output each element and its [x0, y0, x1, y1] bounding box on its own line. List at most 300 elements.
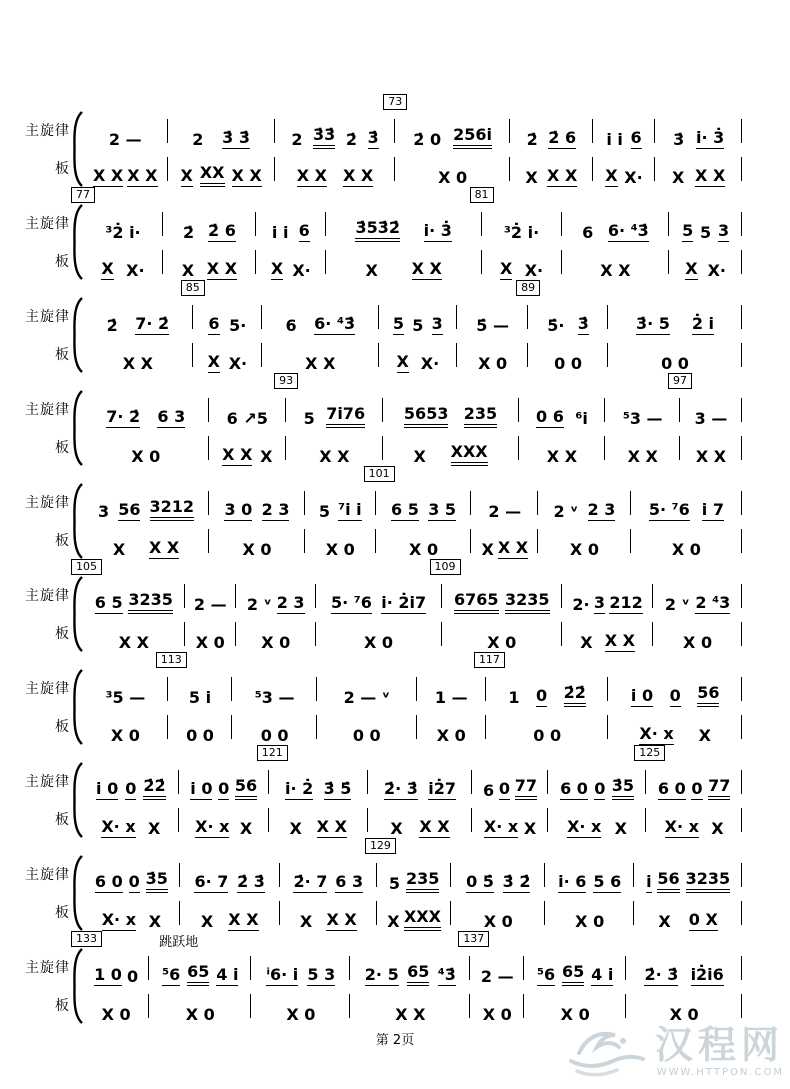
notes: X — [289, 818, 302, 838]
notes: 6 ↗5 — [226, 408, 268, 428]
ban-line — [463, 335, 522, 373]
beam-group: 0 6 — [536, 408, 564, 428]
notes: 0 0 — [661, 353, 689, 373]
system-brace-icon — [70, 576, 83, 652]
melody-line — [262, 204, 320, 242]
notes: X X — [546, 446, 578, 466]
beam-group: 4 i — [216, 966, 238, 986]
beam-group: X — [685, 260, 697, 280]
notes: 5 — [412, 315, 424, 335]
notes: 5 i — [188, 687, 212, 707]
beam-group: 3 0 — [224, 501, 252, 521]
ban-line — [382, 521, 466, 559]
system-labels — [14, 669, 70, 745]
beam-group: 6 — [208, 315, 219, 335]
ban-line — [199, 335, 256, 373]
measure-row — [83, 467, 742, 559]
measure — [76, 932, 149, 1024]
beam-group: X· x — [567, 818, 601, 838]
melody-line — [516, 111, 587, 149]
ban-line — [534, 335, 602, 373]
notes: 0 0 — [260, 725, 289, 745]
beam-group: X· x — [484, 818, 518, 838]
notes: X X — [600, 260, 631, 280]
system-labels — [14, 948, 70, 1024]
melody-line — [675, 204, 736, 242]
notes: 2 — — [488, 501, 522, 521]
ban-line — [568, 242, 664, 280]
measure-number-box: 137 — [458, 931, 489, 947]
melody-line — [275, 762, 362, 800]
melody-line — [89, 111, 162, 149]
beam-group: X — [397, 353, 409, 373]
notes: 1 — [508, 687, 520, 707]
measure — [478, 653, 609, 745]
ban-line — [530, 986, 620, 1024]
measure — [474, 188, 562, 280]
notes: X· — [228, 353, 248, 373]
melody-line — [323, 669, 411, 707]
ban-line — [89, 242, 157, 280]
beam-group: 2 3 — [262, 501, 290, 521]
ban-label: 板 — [55, 440, 70, 456]
measure — [236, 576, 316, 652]
ban-line — [155, 986, 245, 1024]
beam-group: 2̇ 3̇ — [237, 873, 265, 893]
beam-group: ⁵6 — [162, 966, 180, 986]
melody-line — [477, 483, 532, 521]
measure-row — [83, 746, 742, 838]
measure — [262, 297, 379, 373]
beam-group: X — [605, 167, 617, 187]
beam-group: X X — [127, 167, 157, 187]
beam-group: 0 — [691, 780, 702, 800]
ban-label: 板 — [55, 533, 70, 549]
notes: X — [672, 167, 685, 187]
ban-label: 板 — [55, 812, 70, 828]
beam-group: 3̇ — [368, 129, 379, 149]
notes: X· — [126, 260, 145, 280]
beam-group: 6 3 — [335, 873, 363, 893]
measure — [83, 762, 179, 838]
measure — [275, 111, 396, 187]
measure — [608, 669, 742, 745]
beam-group: X X — [419, 818, 449, 838]
measure — [160, 653, 233, 745]
measure-row — [76, 188, 742, 280]
expression-annotation: 跳跃地 — [159, 935, 199, 950]
notes: X 0 — [575, 911, 605, 931]
ban-line — [292, 428, 377, 466]
melody-line — [686, 390, 736, 428]
system-6 — [14, 559, 742, 652]
beam-group: 235 — [464, 405, 497, 428]
notes: X 0 — [195, 632, 225, 652]
notes: X 0 — [438, 167, 468, 187]
system-1 — [14, 94, 742, 187]
beam-group: ⁷i i — [338, 501, 362, 521]
beam-group: 7i76 — [326, 405, 365, 428]
measure — [168, 111, 275, 187]
ban-line — [516, 149, 587, 187]
measure — [76, 188, 163, 280]
melody-line — [478, 762, 542, 800]
watermark-site-url: WWW.HTTPON.COM — [656, 1067, 784, 1078]
beam-group: i2̇7 — [428, 780, 456, 800]
ban-line — [275, 800, 362, 838]
beam-group: 3̇· 5 — [636, 315, 670, 335]
melody-line — [89, 669, 162, 707]
melody-line — [637, 483, 736, 521]
notes: X 0 — [436, 725, 466, 745]
measure — [548, 762, 647, 838]
measure-number-box: 73 — [383, 94, 407, 110]
ban-line — [457, 893, 539, 931]
beam-group: 0 — [670, 687, 681, 707]
notes: X 0 — [683, 632, 713, 652]
beam-group: X X — [412, 260, 442, 280]
beam-group: XXX — [404, 908, 441, 931]
beam-group: 5· ⁷6 — [649, 501, 690, 521]
melody-line — [89, 297, 187, 335]
measure-number-box: 85 — [181, 280, 205, 296]
measure — [605, 390, 680, 466]
beam-group: 4 i — [591, 966, 613, 986]
system-labels — [14, 390, 70, 466]
system-brace-icon — [70, 111, 83, 187]
notes: X — [147, 818, 161, 838]
melody-line — [568, 204, 664, 242]
beam-group: X X — [695, 167, 725, 187]
notes: X 0 — [669, 1004, 699, 1024]
beam-group: 212 — [609, 594, 642, 614]
measure-number-box: 89 — [516, 280, 540, 296]
beam-group: X X — [317, 818, 347, 838]
notes: 3 — — [694, 408, 728, 428]
melody-line — [525, 390, 600, 428]
system-10 — [14, 931, 742, 1024]
notes: 3̇ — [673, 129, 685, 149]
measure — [368, 762, 473, 838]
beam-group: 0 X — [689, 911, 718, 931]
ban-line — [322, 614, 436, 652]
system-8 — [14, 745, 742, 838]
measure — [185, 576, 236, 652]
beam-group: 2̇· 3̇ — [644, 966, 678, 986]
notes: X 0 — [364, 632, 394, 652]
measure — [76, 560, 185, 652]
ban-line — [525, 428, 600, 466]
melody-line — [614, 297, 736, 335]
notes: X — [387, 911, 400, 931]
melody-line — [174, 669, 227, 707]
measure-number-box: 93 — [274, 373, 298, 389]
melody-line — [534, 297, 602, 335]
measure — [369, 839, 451, 931]
ban-label: 板 — [55, 347, 70, 363]
ban-line — [89, 800, 173, 838]
system-5 — [14, 466, 742, 559]
system-brace-icon — [70, 204, 83, 280]
beam-group: 2̇2̇ — [143, 777, 165, 800]
beam-group: 6 — [299, 222, 310, 242]
ban-label: 板 — [55, 161, 70, 177]
ban-line — [389, 428, 513, 466]
ban-label: 板 — [55, 254, 70, 270]
measure — [417, 669, 486, 745]
ban-line — [554, 800, 641, 838]
measure — [261, 746, 368, 838]
notes: X — [390, 818, 403, 838]
ban-line — [89, 707, 162, 745]
beam-group: 3235 — [686, 870, 731, 893]
measure — [673, 374, 742, 466]
beam-group: 2̇ 6 — [548, 129, 576, 149]
system-brace-icon — [70, 669, 83, 745]
ban-line — [89, 149, 162, 187]
measure-number-box: 109 — [430, 559, 461, 575]
beam-group: X X — [222, 446, 252, 466]
notes: ⁵3 — — [254, 687, 295, 707]
ban-line — [242, 614, 310, 652]
melody-line — [89, 948, 143, 986]
notes: ³5 — — [105, 687, 146, 707]
ban-line — [476, 986, 518, 1024]
melody-line — [199, 297, 256, 335]
melody-line — [568, 576, 647, 614]
notes: X X — [305, 353, 336, 373]
melody-line — [186, 855, 274, 893]
beam-group: 77 — [708, 777, 730, 800]
ban-line — [356, 986, 464, 1024]
notes: X 0 — [478, 353, 508, 373]
score-sheet — [14, 94, 742, 1024]
melody-line — [215, 483, 299, 521]
measure — [83, 297, 193, 373]
beam-group: X· x — [102, 911, 136, 931]
melody-line — [448, 576, 557, 614]
measure — [83, 111, 168, 187]
beam-group: 6 5 — [391, 501, 419, 521]
ban-line — [323, 707, 411, 745]
beam-group: 235 — [406, 870, 439, 893]
measure-number-box: 105 — [71, 559, 102, 575]
measure — [562, 204, 670, 280]
beam-group: 3̇5 — [146, 870, 168, 893]
beam-group: i2̇i6 — [691, 966, 724, 986]
ban-line — [652, 800, 736, 838]
ban-line — [448, 614, 557, 652]
beam-group: 3̇ 5̇ — [324, 780, 352, 800]
melody-line — [385, 297, 451, 335]
beam-group: 2̇· 3̇ — [384, 780, 418, 800]
measure — [305, 483, 376, 559]
notes: X — [413, 446, 426, 466]
ban-line — [262, 242, 320, 280]
notes: X· — [420, 353, 440, 373]
beam-group: i· 3̇ — [424, 222, 452, 242]
melody-label: 主旋律 — [25, 216, 70, 232]
measure — [326, 204, 482, 280]
notes: X 0 — [487, 632, 517, 652]
beam-group: 5 — [682, 222, 693, 242]
notes: X — [698, 725, 711, 745]
notes: 2· — [572, 594, 590, 614]
notes: X 0 — [131, 446, 161, 466]
melody-line — [611, 390, 674, 428]
measure — [83, 669, 168, 745]
notes: X X — [319, 446, 350, 466]
beam-group: 6765 — [454, 591, 499, 614]
beam-group: X — [500, 260, 512, 280]
melody-line — [632, 948, 736, 986]
beam-group: 5653 — [404, 405, 449, 428]
ban-line — [89, 428, 203, 466]
measure — [279, 374, 383, 466]
measure-row — [83, 653, 742, 745]
beam-group: 6 0 — [560, 780, 588, 800]
melody-line — [169, 204, 250, 242]
measure-row — [83, 95, 742, 187]
beam-group: 56 — [657, 870, 679, 893]
notes: 5̇ — — [476, 315, 509, 335]
measure — [368, 467, 472, 559]
notes: X 0 — [242, 539, 272, 559]
ban-line — [169, 242, 250, 280]
notes: 0 0 — [352, 725, 381, 745]
beam-group: i· 3̇ — [696, 129, 724, 149]
notes: 5 — [388, 873, 401, 893]
ban-line — [614, 707, 736, 745]
beam-group: X X — [498, 539, 528, 559]
beam-group: X X — [228, 911, 258, 931]
ban-label: 板 — [55, 905, 70, 921]
ban-line — [174, 149, 269, 187]
beam-group: 0 — [594, 780, 605, 800]
beam-group: XXX — [451, 443, 488, 466]
notes: 2̇ 0 — [413, 129, 442, 149]
ban-line — [640, 893, 736, 931]
notes: 2 — — [193, 594, 227, 614]
notes: 2̇ — [106, 315, 118, 335]
notes: 2 ᵛ — [553, 501, 579, 521]
beam-group: 5 — [393, 315, 404, 335]
ban-line — [632, 986, 736, 1024]
beam-group: 6 0 — [95, 873, 123, 893]
notes: i i — [271, 222, 289, 242]
page-number: 第 2页 — [375, 1033, 415, 1048]
melody-line — [661, 111, 736, 149]
notes: X X — [395, 1004, 426, 1024]
notes: 0 — [127, 966, 139, 986]
melody-line — [215, 390, 281, 428]
notes: X — [365, 260, 378, 280]
beam-group: 56 — [118, 501, 140, 521]
beam-group: X· x — [639, 725, 673, 745]
melody-line — [423, 669, 480, 707]
melody-line — [551, 855, 628, 893]
measure — [350, 948, 470, 1024]
beam-group: 2 ⁴3 — [695, 594, 730, 614]
beam-group: 65 — [187, 963, 209, 986]
beam-group: i — [646, 873, 651, 893]
beam-group: 2̇ 6 — [208, 222, 236, 242]
measure — [317, 669, 417, 745]
beam-group: 2· 5 — [365, 966, 399, 986]
ban-line — [401, 149, 504, 187]
beam-group: 0 — [129, 873, 140, 893]
watermark-site-name: 汉程网 — [654, 1023, 784, 1067]
system-4 — [14, 373, 742, 466]
notes: X 0 — [483, 911, 513, 931]
ban-line — [89, 614, 179, 652]
measure — [209, 483, 305, 559]
system-labels — [14, 576, 70, 652]
measure-number-box: 97 — [668, 373, 692, 389]
notes: X — [239, 818, 253, 838]
beam-group: ⁴3̇ — [438, 966, 456, 986]
notes: 2 ᵛ — [664, 594, 690, 614]
notes: X — [525, 167, 538, 187]
measure — [451, 855, 545, 931]
beam-group: 0 5̇ — [466, 873, 494, 893]
measure — [521, 281, 608, 373]
notes: 2 — ᵛ — [343, 687, 390, 707]
beam-group: X X — [93, 167, 123, 187]
beam-group: 6 — [631, 129, 642, 149]
notes: X — [181, 260, 195, 280]
beam-group: 65 — [407, 963, 429, 986]
notes: i i — [606, 129, 623, 149]
ban-line — [492, 707, 603, 745]
melody-line — [492, 669, 603, 707]
melody-line — [530, 948, 620, 986]
melody-label: 主旋律 — [25, 495, 70, 511]
melody-line — [185, 762, 263, 800]
notes: 5 — [318, 501, 331, 521]
notes: X — [614, 818, 627, 838]
system-2 — [14, 187, 742, 280]
melody-line — [389, 390, 513, 428]
melody-line — [286, 855, 371, 893]
ban-line — [659, 614, 736, 652]
beam-group: 5 6 — [593, 873, 621, 893]
beam-group: 256i — [453, 126, 492, 149]
beam-group: 3 — [432, 315, 443, 335]
measure-number-box: 129 — [365, 838, 396, 854]
measure — [383, 390, 519, 466]
notes: X 0 — [110, 725, 140, 745]
notes: 2̇ — [526, 129, 538, 149]
beam-group: X X — [207, 260, 237, 280]
ban-line — [186, 893, 274, 931]
ban-line — [551, 893, 628, 931]
melody-line — [374, 762, 467, 800]
notes: X 0 — [185, 1004, 215, 1024]
system-brace-icon — [70, 762, 83, 838]
measure — [608, 297, 742, 373]
ban-line — [385, 335, 451, 373]
beam-group: X X — [343, 167, 373, 187]
beam-group: 3̇5 — [612, 777, 634, 800]
measure — [83, 855, 180, 931]
melody-line — [89, 576, 179, 614]
notes: X 0 — [261, 632, 291, 652]
notes: X — [481, 539, 494, 559]
beam-group: i· 6 — [558, 873, 586, 893]
melody-label: 主旋律 — [25, 588, 70, 604]
notes: X· — [524, 260, 544, 280]
